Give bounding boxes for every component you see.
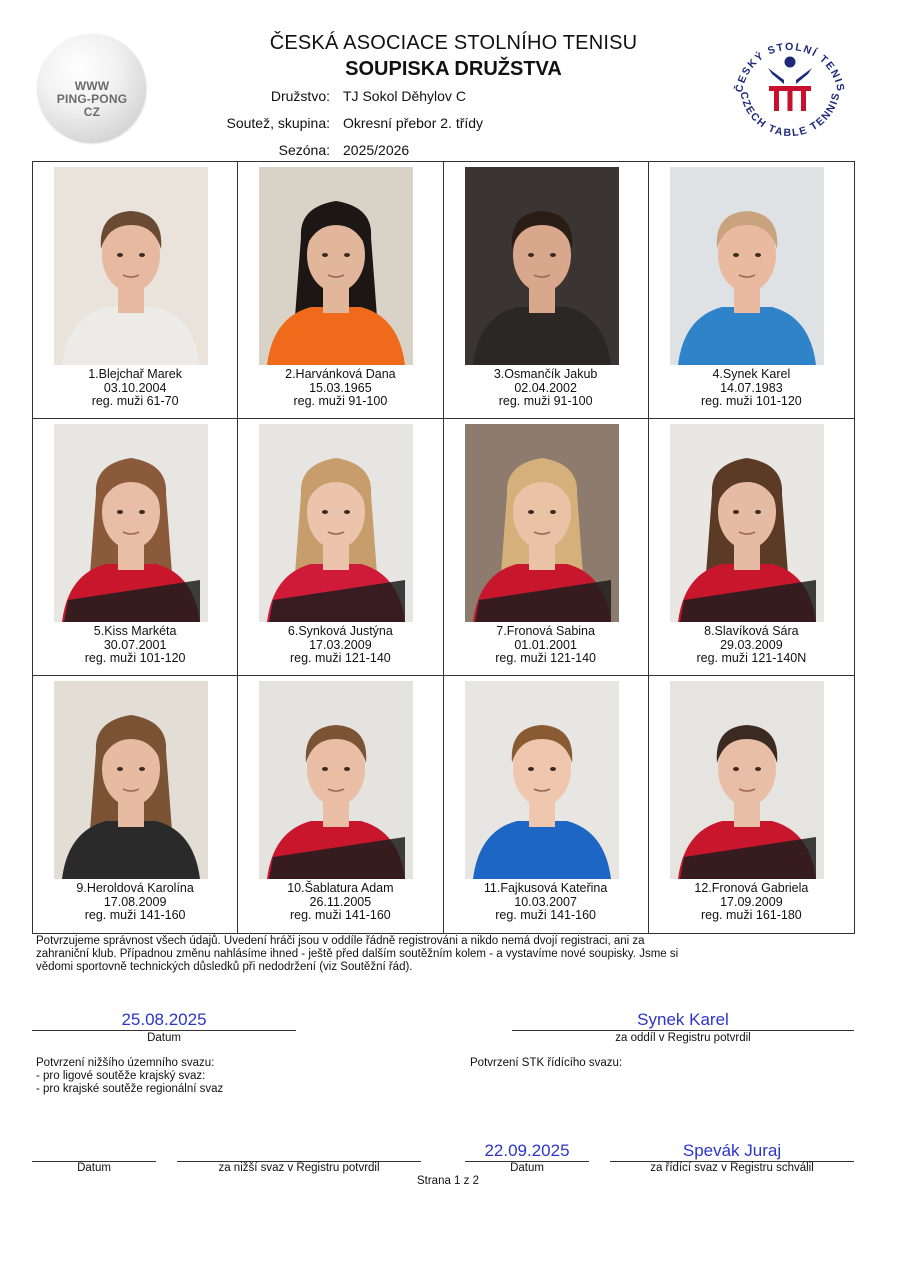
player-registration: reg. muži 161-180 [700, 908, 802, 922]
logo-text-line: WWW [74, 79, 110, 93]
player-registration: reg. muži 91-100 [498, 394, 593, 408]
player-name: 7.Fronová Sabina [496, 624, 595, 638]
player-name: 6.Synková Justýna [287, 624, 393, 638]
player-birthdate: 29.03.2009 [720, 637, 783, 652]
player-birthdate: 02.04.2002 [514, 380, 577, 395]
player-card [33, 162, 238, 419]
player-registration: reg. muži 141-160 [495, 908, 596, 922]
player-name: 8.Slavíková Sára [704, 624, 799, 638]
player-birthdate: 26.11.2005 [309, 894, 372, 909]
logo-arc-text-top: ČESKÝ STOLNÍ TENIS [733, 40, 847, 94]
stk-person-value: Spevák Juraj [682, 1141, 782, 1160]
player-registration: reg. muži 101-120 [700, 394, 802, 408]
player-birthdate: 30.07.2001 [103, 637, 167, 652]
player-card [238, 419, 443, 676]
player-caption [649, 368, 854, 409]
player-name: 10.Šablatura Adam [287, 881, 394, 895]
stk-date-value: 22.09.2025 [484, 1141, 570, 1160]
player-birthdate: 03.10.2004 [103, 380, 167, 395]
logo-text-line: PING-PONG [56, 92, 128, 106]
player-card [649, 162, 854, 419]
club-date-value: 25.08.2025 [121, 1010, 207, 1029]
lower-union-heading: Potvrzení nižšího územního svazu: [36, 1057, 215, 1069]
player-card [649, 676, 854, 933]
player-registration: reg. muži 61-70 [91, 394, 179, 408]
player-caption [238, 882, 442, 923]
player-caption [444, 625, 648, 666]
player-registration: reg. muži 121-140 [289, 651, 391, 665]
lower-union-line: - pro ligové soutěže krajský svaz: [36, 1070, 206, 1082]
statement-line: Potvrzujeme správnost všech údajů. Uvedení hráči jsou v oddíle řádně registrováni a nikdo nemá dvojí registraci, ani za [36, 935, 645, 947]
player-birthdate: 01.01.2001 [514, 637, 577, 652]
document-subtitle: SOUPISKA DRUŽSTVA [345, 58, 562, 80]
player-caption [649, 882, 854, 923]
season-label: Sezóna: [278, 142, 330, 158]
logo-figure-icon [768, 57, 812, 112]
player-card [238, 162, 443, 419]
player-card [238, 676, 443, 933]
player-registration: reg. muži 91-100 [293, 394, 388, 408]
player-birthdate: 15.03.1965 [309, 380, 372, 395]
player-card [33, 419, 238, 676]
player-name: 11.Fajkusová Kateřina [483, 881, 608, 895]
player-name: 5.Kiss Markéta [93, 624, 177, 638]
player-registration: reg. muži 121-140 [495, 651, 596, 665]
logo-arc-text-bottom: CZECH TABLE TENNIS [737, 90, 843, 140]
player-registration: reg. muži 141-160 [84, 908, 186, 922]
confirmation-statement [36, 935, 756, 974]
club-date-line [32, 1030, 296, 1031]
player-birthdate: 14.07.1983 [720, 380, 783, 395]
statement-line: vědomi sportovně technických důsledků při nedodržení (viz Soutěžní řád). [36, 961, 413, 973]
player-caption [33, 368, 237, 409]
competition-label: Soutež, skupina: [226, 115, 330, 131]
roster-grid [32, 161, 855, 934]
stk-person-caption: za řídící svaz v Registru schválil [650, 1162, 814, 1174]
player-card [649, 419, 854, 676]
player-registration: reg. muži 141-160 [289, 908, 391, 922]
club-person-line [512, 1030, 854, 1031]
player-birthdate: 17.08.2009 [103, 894, 167, 909]
page-number: Strana 1 z 2 [416, 1175, 479, 1187]
czech-table-tennis-logo [728, 28, 852, 152]
statement-line: zahraniční klub. Případnou změnu nahlásíme ihned - ještě před dalším soutěžním kolem - a vystavíme nové soupisky. Jsme si [36, 948, 679, 960]
player-photo [54, 681, 208, 879]
player-name: 1.Blejchař Marek [88, 367, 183, 381]
team-label: Družstvo: [270, 88, 330, 104]
lower-date-caption: Datum [77, 1162, 111, 1174]
player-photo [465, 167, 619, 365]
player-photo [259, 681, 413, 879]
player-caption [238, 368, 442, 409]
stk-heading: Potvrzení STK řídícího svazu: [470, 1057, 623, 1069]
player-photo [54, 424, 208, 622]
lower-person-caption: za nižší svaz v Registru potvrdil [218, 1162, 380, 1174]
player-photo [670, 167, 824, 365]
player-name: 12.Fronová Gabriela [694, 881, 809, 895]
player-name: 3.Osmančík Jakub [493, 367, 598, 381]
player-photo [259, 424, 413, 622]
document-title: ČESKÁ ASOCIACE STOLNÍHO TENISU [269, 32, 638, 54]
player-name: 4.Synek Karel [712, 367, 791, 381]
player-caption [33, 882, 237, 923]
player-caption [444, 368, 648, 409]
club-person-value: Synek Karel [637, 1010, 729, 1029]
player-photo [54, 167, 208, 365]
player-caption [238, 625, 442, 666]
player-card [33, 676, 238, 933]
player-photo [670, 424, 824, 622]
player-photo [259, 167, 413, 365]
player-birthdate: 17.09.2009 [720, 894, 783, 909]
season-value: 2025/2026 [343, 142, 410, 158]
player-name: 2.Harvánková Dana [285, 367, 396, 381]
player-card [444, 419, 649, 676]
player-caption [444, 882, 648, 923]
player-registration: reg. muži 101-120 [84, 651, 186, 665]
player-name: 9.Heroldová Karolína [76, 881, 194, 895]
competition-value: Okresní přebor 2. třídy [343, 115, 484, 131]
player-photo [670, 681, 824, 879]
player-photo [465, 681, 619, 879]
club-person-caption: za oddíl v Registru potvrdil [615, 1032, 751, 1044]
logo-text-line: CZ [83, 105, 101, 119]
player-photo [465, 424, 619, 622]
player-birthdate: 10.03.2007 [514, 894, 577, 909]
player-birthdate: 17.03.2009 [309, 637, 372, 652]
stk-date-caption: Datum [510, 1162, 544, 1174]
lower-union-line: - pro krajské soutěže regionální svaz [36, 1083, 224, 1095]
team-value: TJ Sokol Děhylov C [343, 88, 466, 104]
player-caption [649, 625, 854, 666]
player-caption [33, 625, 237, 666]
player-registration: reg. muži 121-140N [696, 651, 807, 665]
player-card [444, 676, 649, 933]
player-card [444, 162, 649, 419]
club-date-caption: Datum [147, 1032, 181, 1044]
